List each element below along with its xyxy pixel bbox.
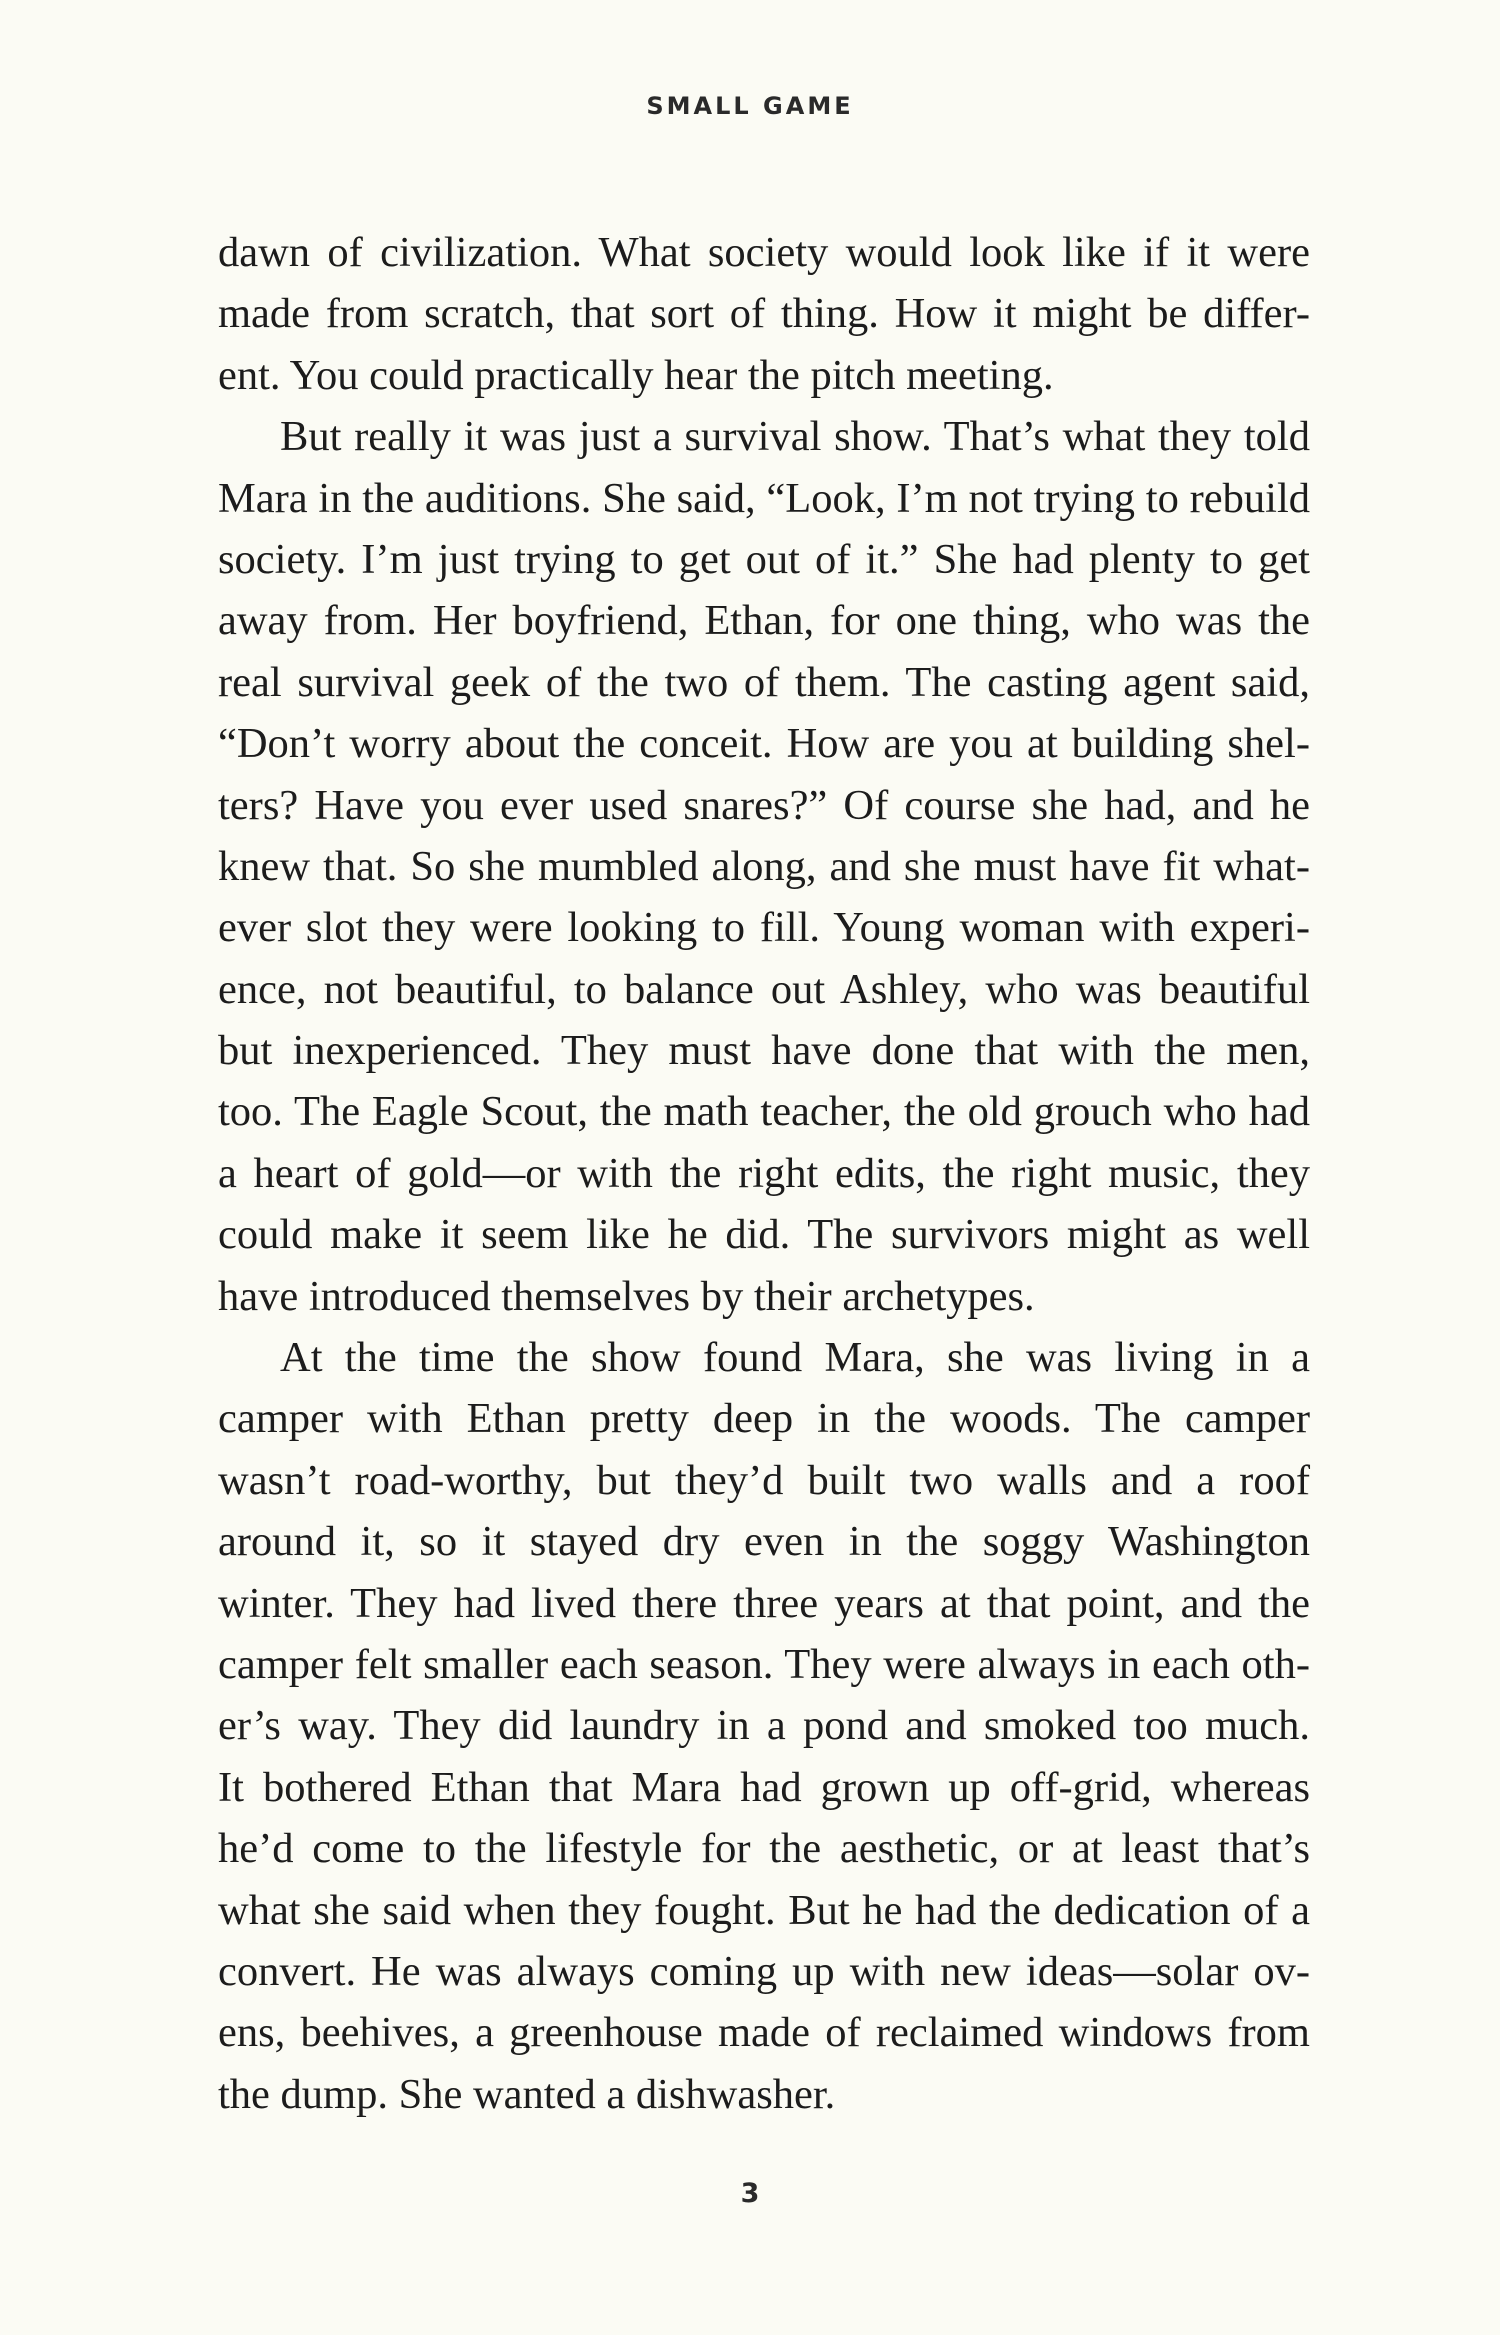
text-line: around it, so it stayed dry even in the soggy Washington (218, 1518, 1310, 1566)
text-line: real survival geek of the two of them. The casting agent said, (218, 658, 1310, 706)
text-line: he’d come to the lifestyle for the aesthetic, or at least that’s (218, 1825, 1310, 1873)
text-line: ent. You could practically hear the pitch meeting. (218, 351, 1054, 399)
text-line: away from. Her boyfriend, Ethan, for one thing, who was the (218, 597, 1310, 645)
text-line: could make it seem like he did. The survivors might as well (218, 1211, 1310, 1259)
text-line: a heart of gold—or with the right edits, the right music, they (218, 1149, 1310, 1197)
text-line: have introduced themselves by their archetypes. (218, 1272, 1035, 1320)
text-line: too. The Eagle Scout, the math teacher, the old grouch who had (218, 1088, 1310, 1136)
text-line: “Don’t worry about the conceit. How are you at building shel- (218, 720, 1310, 768)
text-line: knew that. So she mumbled along, and she must have fit what- (218, 842, 1310, 890)
text-line: But really it was just a survival show. That’s what they told (280, 413, 1310, 461)
text-line: society. I’m just trying to get out of it.” She had plenty to get (218, 535, 1310, 583)
text-line: ever slot they were looking to fill. Young woman with experi- (218, 904, 1310, 952)
text-line: ence, not beautiful, to balance out Ashley, who was beautiful (218, 965, 1310, 1013)
text-line: At the time the show found Mara, she was living in a (280, 1334, 1310, 1382)
text-line: dawn of civilization. What society would look like if it were (218, 229, 1310, 276)
text-line: but inexperienced. They must have done that with the men, (218, 1027, 1310, 1075)
text-line: what she said when they fought. But he had the dedication of a (218, 1886, 1310, 1934)
text-line: wasn’t road-worthy, but they’d built two walls and a roof (218, 1456, 1310, 1504)
text-line: ens, beehives, a greenhouse made of reclaimed windows from (218, 2009, 1310, 2057)
running-head: SMALL GAME (646, 92, 854, 120)
body-text (218, 222, 1310, 2125)
text-line: camper with Ethan pretty deep in the woods. The camper (218, 1395, 1310, 1443)
text-line: camper felt smaller each season. They were always in each oth- (218, 1640, 1310, 1688)
text-line: er’s way. They did laundry in a pond and smoked too much. (218, 1702, 1310, 1750)
text-line: made from scratch, that sort of thing. How it might be differ- (218, 290, 1310, 338)
text-line: winter. They had lived there three years at that point, and the (218, 1579, 1310, 1627)
text-line: the dump. She wanted a dishwasher. (218, 2070, 836, 2118)
text-line: Mara in the auditions. She said, “Look, I’m not trying to rebuild (218, 474, 1310, 522)
page-number: 3 (740, 2178, 760, 2209)
text-line: It bothered Ethan that Mara had grown up off-grid, whereas (218, 1763, 1310, 1811)
text-line: convert. He was always coming up with new ideas—solar ov- (218, 1947, 1310, 1995)
text-line: ters? Have you ever used snares?” Of course she had, and he (218, 781, 1310, 829)
